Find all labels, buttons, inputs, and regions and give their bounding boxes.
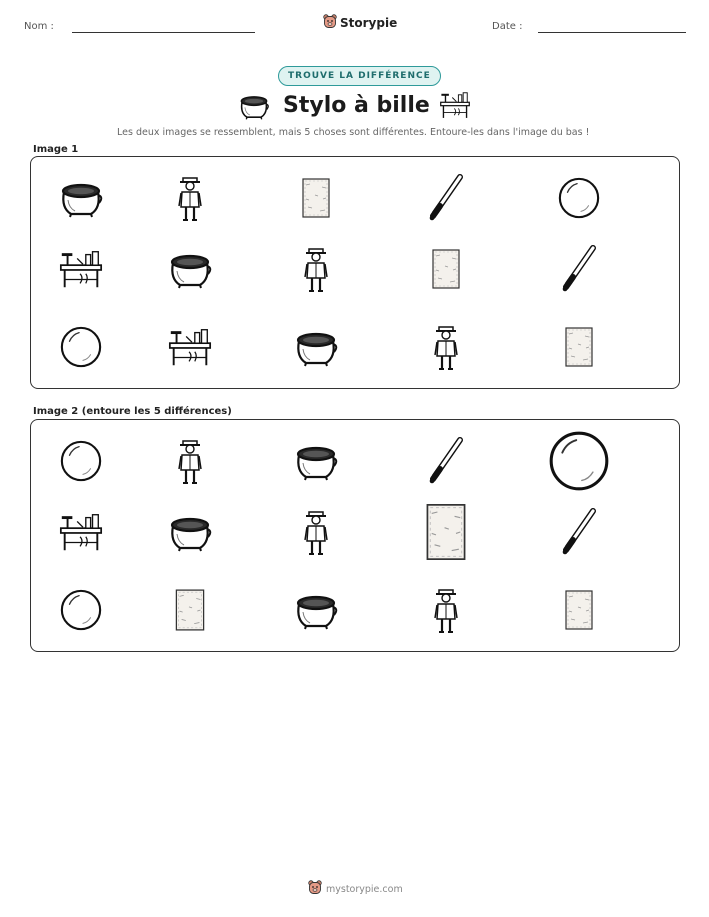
workbench-icon[interactable] bbox=[166, 326, 214, 368]
date-line[interactable] bbox=[538, 32, 686, 33]
bear-logo-icon bbox=[308, 880, 322, 898]
brand bbox=[323, 14, 397, 32]
image1-panel bbox=[30, 156, 680, 389]
date-label: Date : bbox=[492, 21, 523, 32]
name-line[interactable] bbox=[72, 32, 255, 33]
paper-sheet-icon[interactable] bbox=[430, 248, 462, 290]
bubble-icon[interactable] bbox=[59, 588, 103, 632]
detective-icon[interactable] bbox=[177, 436, 203, 486]
cauldron-icon bbox=[238, 92, 270, 120]
image2-label: Image 2 (entoure les 5 différences) bbox=[33, 406, 232, 417]
pen-icon[interactable] bbox=[426, 436, 466, 486]
instructions: Les deux images se ressemblent, mais 5 choses sont différentes. Entoure-les dans l'image du bas ! bbox=[117, 127, 590, 138]
detective-icon[interactable] bbox=[433, 585, 459, 635]
detective-icon[interactable] bbox=[303, 507, 329, 557]
footer-url[interactable]: mystorypie.com bbox=[326, 883, 403, 895]
detective-icon[interactable] bbox=[177, 173, 203, 223]
bubble-icon[interactable] bbox=[547, 429, 611, 493]
cauldron-icon[interactable] bbox=[168, 512, 212, 552]
paper-sheet-icon[interactable] bbox=[300, 177, 332, 219]
cauldron-icon[interactable] bbox=[294, 590, 338, 630]
footer bbox=[308, 880, 403, 898]
paper-sheet-icon[interactable] bbox=[563, 326, 595, 368]
paper-sheet-icon[interactable] bbox=[172, 588, 208, 632]
pen-icon[interactable] bbox=[559, 244, 599, 294]
bubble-icon[interactable] bbox=[557, 176, 601, 220]
workbench-icon[interactable] bbox=[57, 248, 105, 290]
bubble-icon[interactable] bbox=[59, 325, 103, 369]
cauldron-icon[interactable] bbox=[59, 178, 103, 218]
image1-label: Image 1 bbox=[33, 144, 79, 155]
paper-sheet-icon[interactable] bbox=[422, 502, 470, 562]
cauldron-icon[interactable] bbox=[168, 249, 212, 289]
detective-icon[interactable] bbox=[433, 322, 459, 372]
bubble-icon[interactable] bbox=[59, 439, 103, 483]
paper-sheet-icon[interactable] bbox=[563, 589, 595, 631]
cauldron-icon[interactable] bbox=[294, 441, 338, 481]
bear-logo-icon bbox=[323, 14, 337, 32]
name-label: Nom : bbox=[24, 21, 54, 32]
page-title: Stylo à bille bbox=[283, 93, 430, 118]
workbench-icon bbox=[438, 90, 472, 120]
detective-icon[interactable] bbox=[303, 244, 329, 294]
workbench-icon[interactable] bbox=[57, 511, 105, 553]
cauldron-icon[interactable] bbox=[294, 327, 338, 367]
activity-badge: TROUVE LA DIFFÉRENCE bbox=[278, 66, 441, 86]
image2-panel bbox=[30, 419, 680, 652]
pen-icon[interactable] bbox=[559, 507, 599, 557]
brand-name: Storypie bbox=[340, 16, 398, 30]
pen-icon[interactable] bbox=[426, 173, 466, 223]
